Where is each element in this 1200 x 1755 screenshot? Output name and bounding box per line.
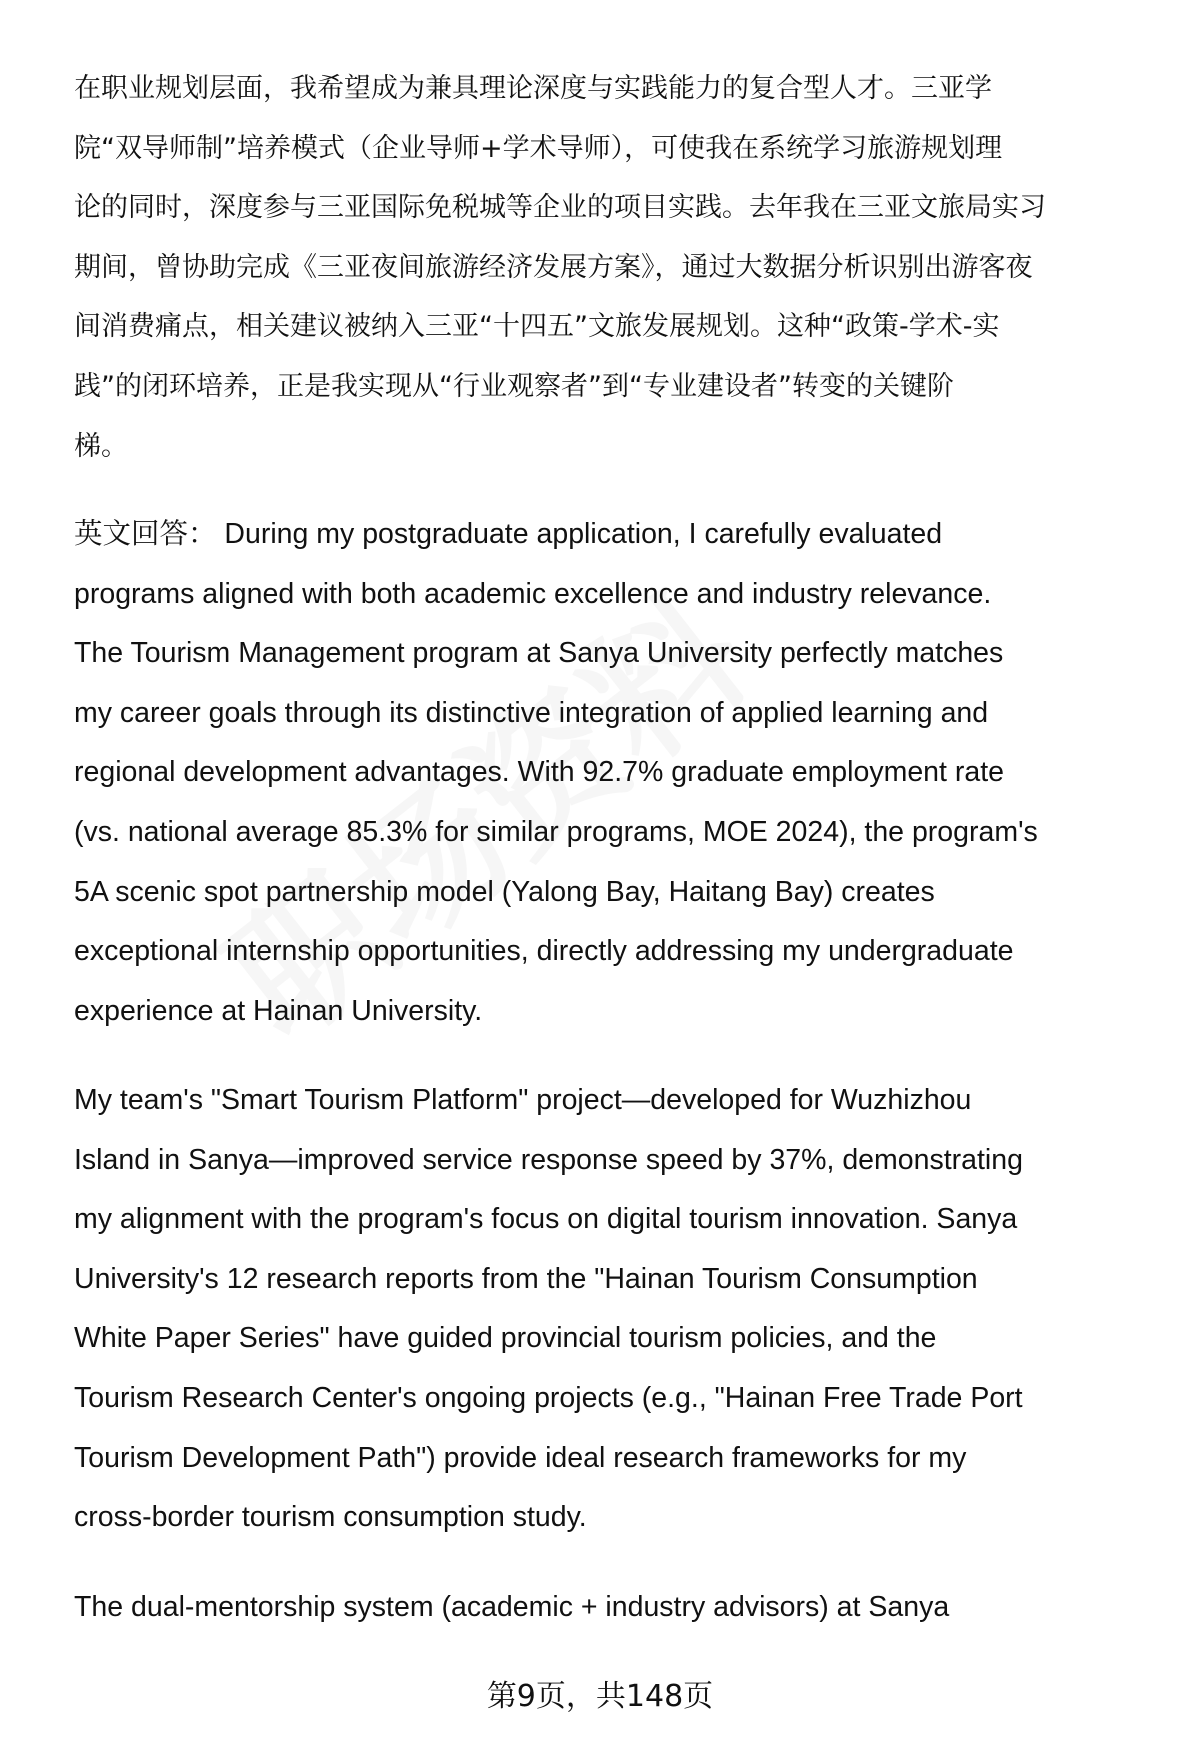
text-line: The Tourism Management program at Sanya University perfectly matches xyxy=(74,637,1004,670)
text-line: University's 12 research reports from the "Hainan Tourism Consumption xyxy=(74,1262,978,1295)
text-line: (vs. national average 85.3% for similar programs, MOE 2024), the program's xyxy=(74,815,1038,848)
paragraph-english-answer-intro xyxy=(74,505,1174,1041)
text-line: my alignment with the program's focus on digital tourism innovation. Sanya xyxy=(74,1203,1018,1236)
text-line: 院“双导师制”培养模式（企业导师+学术导师），可使我在系统学习旅游规划理 xyxy=(74,132,1003,164)
text-line: The dual-mentorship system (academic + industry advisors) at Sanya xyxy=(74,1591,950,1623)
text-line: 英文回答： During my postgraduate application, I carefully evaluated xyxy=(74,518,943,550)
text-line: my career goals through its distinctive integration of applied learning and xyxy=(74,696,989,729)
paragraph-chinese-career-plan xyxy=(74,59,1174,476)
text-line: White Paper Series" have guided provincial tourism policies, and the xyxy=(74,1322,937,1355)
text-line: programs aligned with both academic excellence and industry relevance. xyxy=(74,577,992,610)
paragraph-dual-mentorship xyxy=(74,1578,1174,1638)
text-line: 在职业规划层面，我希望成为兼具理论深度与实践能力的复合型人才。三亚学 xyxy=(74,73,992,104)
text-line: 梯。 xyxy=(74,430,128,462)
text-line: 间消费痛点，相关建议被纳入三亚“十四五”文旅发展规划。这种“政策-学术-实 xyxy=(74,311,1000,343)
text-line: cross-border tourism consumption study. xyxy=(74,1501,587,1534)
text-line: 5A scenic spot partnership model (Yalong Bay, Haitang Bay) creates xyxy=(74,875,935,908)
text-line: Island in Sanya—improved service response speed by 37%, demonstrating xyxy=(74,1143,1023,1176)
text-line: Tourism Development Path") provide ideal research frameworks for my xyxy=(74,1441,967,1474)
text-line: regional development advantages. With 92.7% graduate employment rate xyxy=(74,756,1004,789)
text-line: experience at Hainan University. xyxy=(74,994,483,1027)
text-line: 期间，曾协助完成《三亚夜间旅游经济发展方案》，通过大数据分析识别出游客夜 xyxy=(74,251,1033,283)
paragraph-smart-tourism xyxy=(74,1071,1174,1548)
text-line: My team's "Smart Tourism Platform" project—developed for Wuzhizhou xyxy=(74,1084,972,1116)
text-line: 践”的闭环培养，正是我实现从“行业观察者”到“专业建设者”转变的关键阶 xyxy=(74,370,954,402)
text-line: Tourism Research Center's ongoing projects (e.g., "Hainan Free Trade Port xyxy=(74,1381,1023,1414)
page-number: 第9页，共148页 xyxy=(486,1679,714,1714)
text-line: 论的同时，深度参与三亚国际免税城等企业的项目实践。去年我在三亚文旅局实习 xyxy=(74,192,1046,224)
text-line: exceptional internship opportunities, directly addressing my undergraduate xyxy=(74,935,1014,968)
